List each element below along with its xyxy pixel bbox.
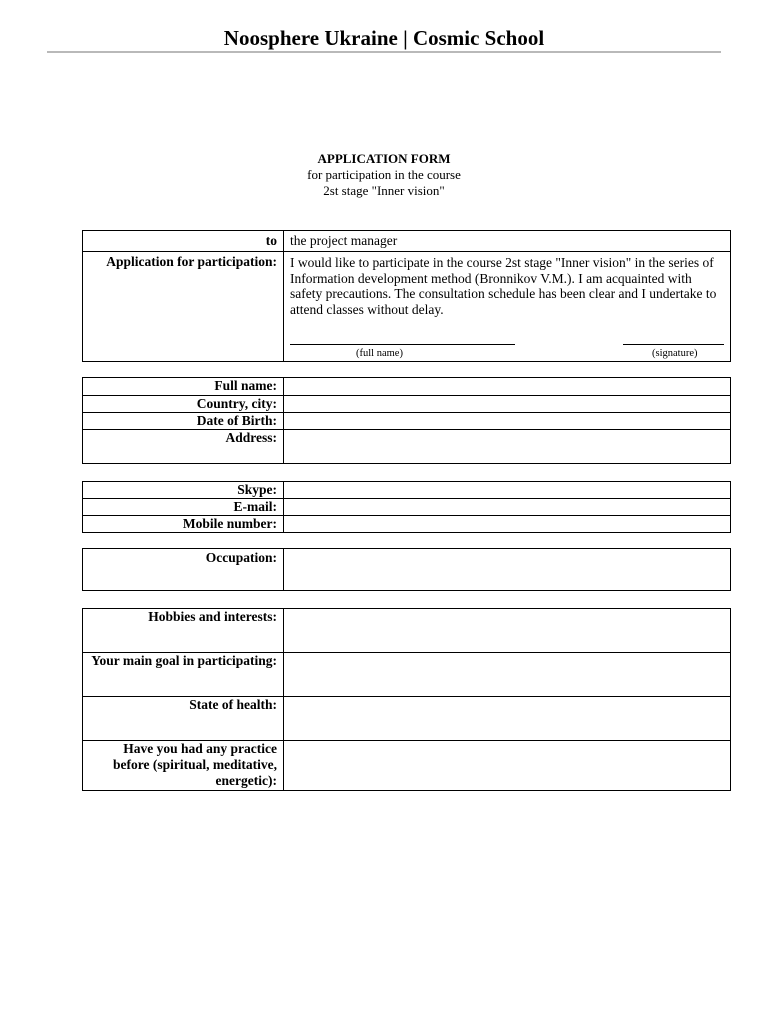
application-statement: I would like to participate in the course 2st stage "Inner vision" in the series of Information development method (Bronnikov V.M.). I am acquainted with safety precautions. The consultation schedule has been clear and I undertake to attend classes without delay. (290, 255, 717, 317)
hobbies-field[interactable] (284, 609, 731, 653)
health-label: State of health: (83, 697, 284, 741)
mobile-field[interactable] (284, 516, 731, 533)
form-subtitle-1: for participation in the course (307, 167, 461, 182)
country-city-label: Country, city: (83, 396, 284, 413)
hobbies-label: Hobbies and interests: (83, 609, 284, 653)
signature-line[interactable] (623, 344, 724, 345)
to-label: to (83, 231, 284, 252)
signature-caption: (signature) (652, 348, 698, 359)
practice-label: Have you had any practice before (spiritual, meditative, energetic): (83, 741, 284, 791)
mobile-label: Mobile number: (83, 516, 284, 533)
contact-table (82, 481, 731, 533)
full-name-field[interactable] (284, 378, 731, 396)
country-city-field[interactable] (284, 396, 731, 413)
header-divider (47, 51, 721, 53)
questions-table (82, 608, 731, 791)
main-goal-field[interactable] (284, 653, 731, 697)
occupation-label: Occupation: (83, 549, 284, 591)
skype-field[interactable] (284, 482, 731, 499)
email-label: E-mail: (83, 499, 284, 516)
main-goal-label: Your main goal in participating: (83, 653, 284, 697)
form-subtitle-2: 2st stage "Inner vision" (323, 183, 445, 198)
to-value[interactable]: the project manager (284, 231, 731, 252)
full-name-caption: (full name) (356, 348, 403, 359)
occupation-field[interactable] (284, 549, 731, 591)
practice-field[interactable] (284, 741, 731, 791)
personal-info-table (82, 377, 731, 464)
health-field[interactable] (284, 697, 731, 741)
date-of-birth-label: Date of Birth: (83, 413, 284, 430)
email-field[interactable] (284, 499, 731, 516)
date-of-birth-field[interactable] (284, 413, 731, 430)
form-title: APPLICATION FORM (317, 151, 451, 166)
skype-label: Skype: (83, 482, 284, 499)
form-heading (47, 151, 721, 199)
full-name-label: Full name: (83, 378, 284, 396)
application-label: Application for participation: (83, 252, 284, 362)
application-table (82, 230, 731, 362)
full-name-signature-line[interactable] (290, 344, 515, 345)
occupation-table (82, 548, 731, 591)
page-header-title: Noosphere Ukraine | Cosmic School (223, 26, 545, 50)
address-label: Address: (83, 430, 284, 464)
application-cell (284, 252, 731, 362)
address-field[interactable] (284, 430, 731, 464)
